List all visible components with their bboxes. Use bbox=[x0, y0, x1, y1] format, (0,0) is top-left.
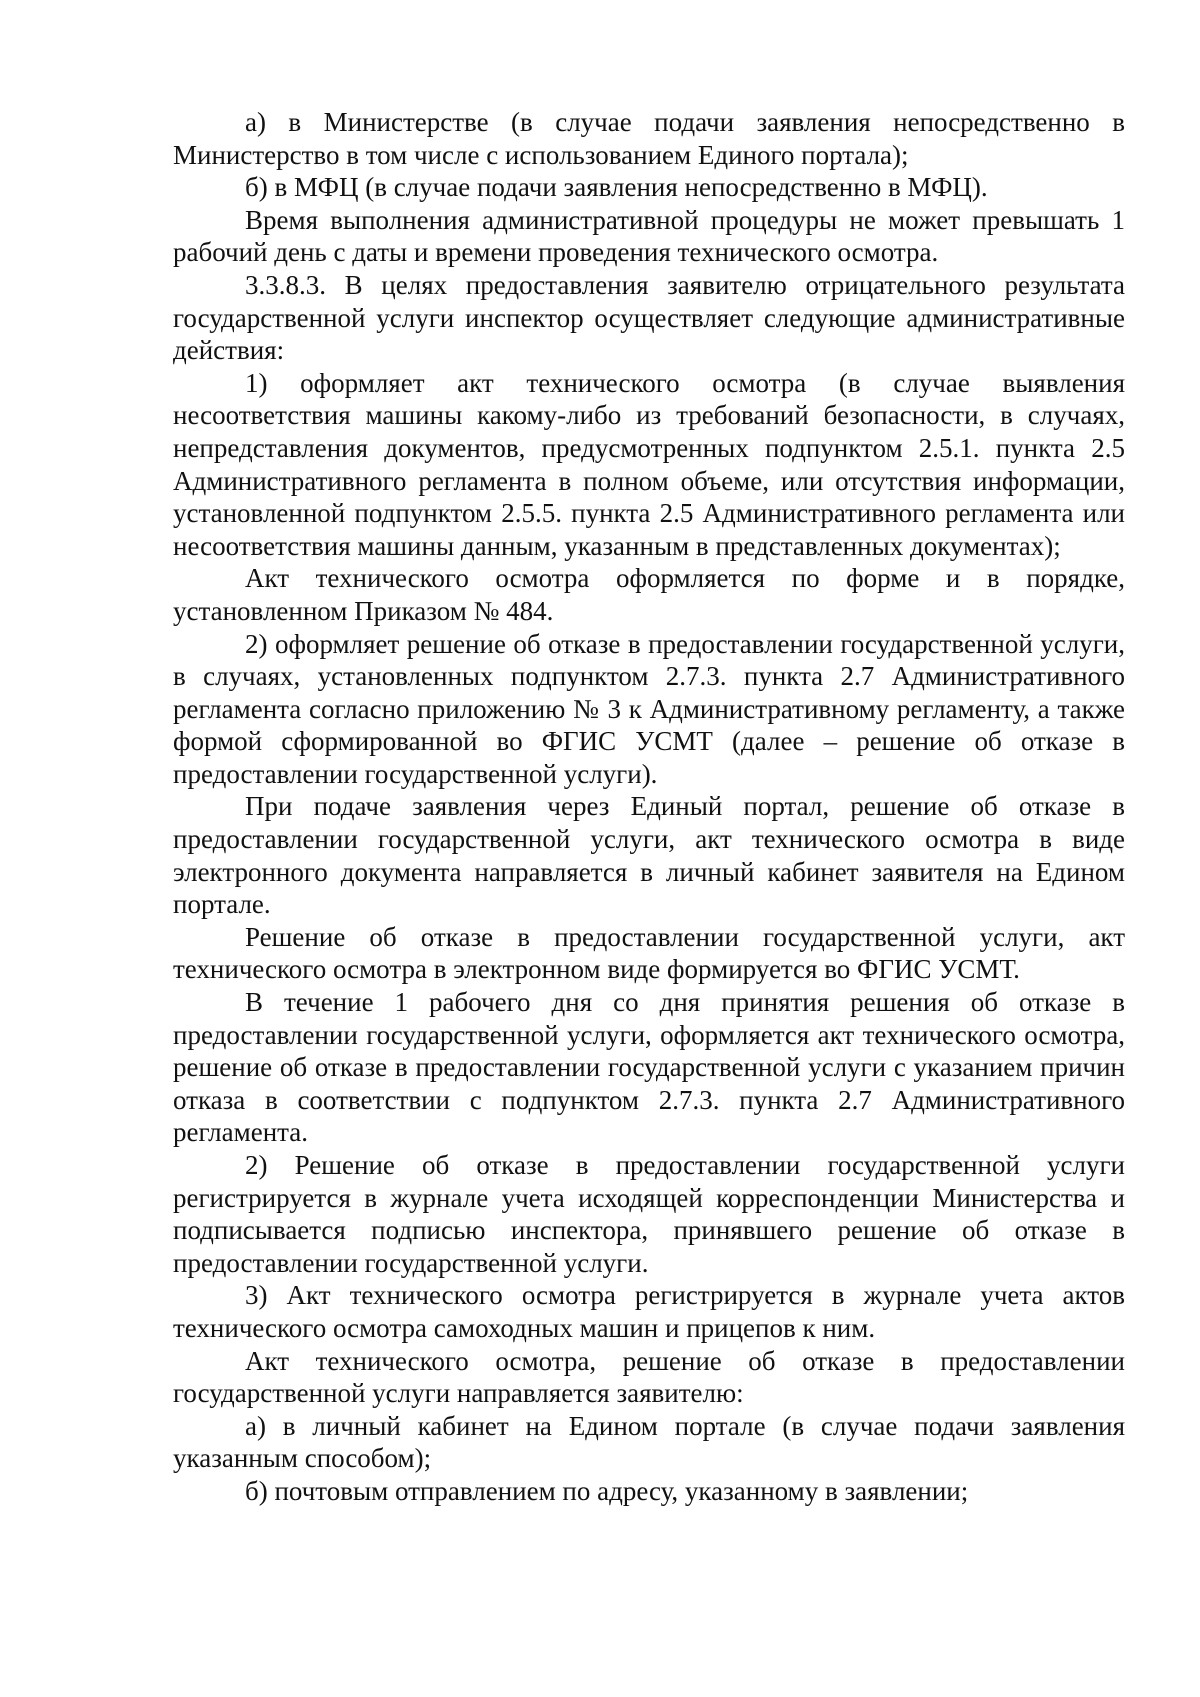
document-page bbox=[173, 106, 1125, 1508]
paragraph-15: б) почтовым отправлением по адресу, указанному в заявлении; bbox=[245, 1475, 969, 1506]
paragraph-10: В течение 1 рабочего дня со дня принятия решения об отказе в предоставлении государственной услуги, оформляется акт технического осмотра, решение об отказе в предоставлении государственной услуги с указанием причин отказа в соответствии с подпунктом 2.7.3. пункта 2.7 Административного регламента. bbox=[173, 987, 1125, 1148]
paragraph-12: 3) Акт технического осмотра регистрируется в журнале учета актов технического осмотра самоходных машин и прицепов к ним. bbox=[173, 1280, 1125, 1343]
paragraph-2: б) в МФЦ (в случае подачи заявления непосредственно в МФЦ). bbox=[245, 172, 988, 203]
paragraph-9: Решение об отказе в предоставлении государственной услуги, акт технического осмотра в электронном виде формируется во ФГИС УСМТ. bbox=[173, 921, 1125, 985]
paragraph-14: а) в личный кабинет на Едином портале (в случае подачи заявления указанным способом); bbox=[173, 1410, 1125, 1474]
paragraph-11: 2) Решение об отказе в предоставлении государственной услуги регистрируется в журнале учета исходящей корреспонденции Министерства и подписывается подписью инспектора, принявшего решение об отказе в предоставлении государственной услуги. bbox=[173, 1150, 1125, 1278]
paragraph-1: а) в Министерстве (в случае подачи заявления непосредственно в Министерство в том числе с использованием Единого портала); bbox=[173, 107, 1125, 170]
paragraph-4: 3.3.8.3. В целях предоставления заявителю отрицательного результата государственной услуги инспектор осуществляет следующие административные действия: bbox=[173, 269, 1125, 366]
paragraph-8: При подаче заявления через Единый портал, решение об отказе в предоставлении государственной услуги, акт технического осмотра в виде электронного документа направляется в личный кабинет заявителя на Едином портале. bbox=[173, 791, 1125, 920]
paragraph-13: Акт технического осмотра, решение об отказе в предоставлении государственной услуги направляется заявителю: bbox=[173, 1345, 1125, 1409]
paragraph-3: Время выполнения административной процедуры не может превышать 1 рабочий день с даты и времени проведения технического осмотра. bbox=[173, 204, 1125, 268]
paragraph-6: Акт технического осмотра оформляется по форме и в порядке, установленном Приказом № 484. bbox=[173, 563, 1125, 626]
paragraph-7: 2) оформляет решение об отказе в предоставлении государственной услуги, в случаях, установленных подпунктом 2.7.3. пункта 2.7 Административного регламента согласно приложению № 3 к Административному регламенту, а также формой сформированной во ФГИС УСМТ (далее – решение об отказе в предоставлении государственной услуги). bbox=[173, 628, 1125, 789]
paragraph-5: 1) оформляет акт технического осмотра (в случае выявления несоответствия машины какому-либо из требований безопасности, в случаях, непредставления документов, предусмотренных подпунктом 2.5.1. пункта 2.5 Административного регламента в полном объеме, или отсутствия информации, установленной подпунктом 2.5.5. пункта 2.5 Административного регламента или несоответствия машины данным, указанным в представленных документах); bbox=[173, 367, 1125, 561]
